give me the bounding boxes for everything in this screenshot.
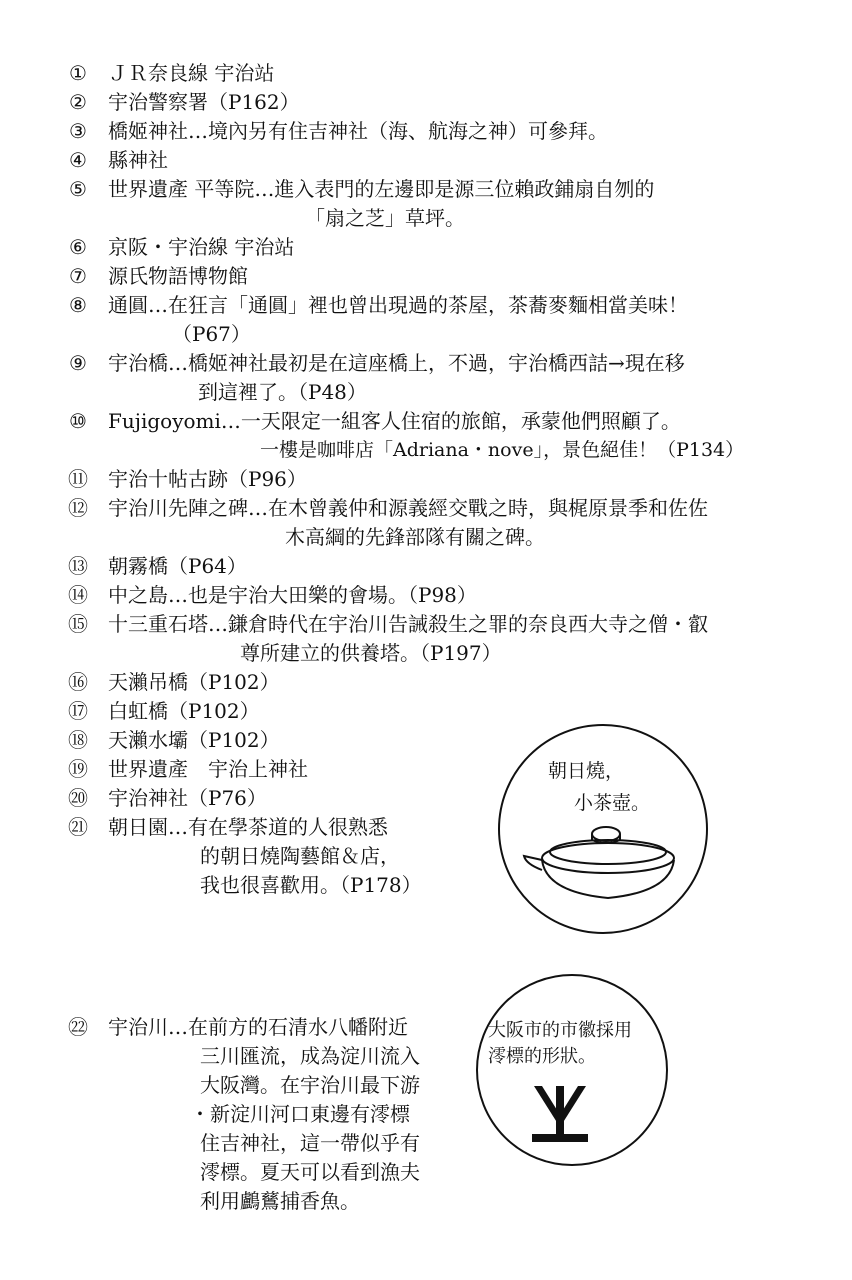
entry-number: ⑭: [68, 583, 88, 607]
entry-22-line: 大阪灣。在宇治川最下游: [200, 1073, 420, 1097]
entry-text: 宇治神社（P76）: [108, 786, 267, 810]
entry-number: ⑰: [68, 699, 88, 723]
entry-text: ＪＲ奈良線 宇治站: [108, 61, 275, 85]
entry-number: ⑫: [68, 496, 88, 520]
entry-number: ⑥: [69, 235, 87, 259]
entry-number: ⑦: [69, 264, 87, 288]
entry-number: ⑳: [68, 786, 88, 810]
entry-15-continuation: 尊所建立的供養塔。（P197）: [240, 641, 502, 665]
entry-22-line: 澪標。夏天可以看到漁夫: [200, 1160, 420, 1184]
entry-text: 宇治橋…橋姬神社最初是在這座橋上，不過，宇治橋西詰→現在移: [108, 351, 685, 375]
miotsukushi-emblem-icon: [528, 1080, 592, 1144]
entry-number: ⑩: [69, 409, 87, 433]
entry-text: 世界遺產 宇治上神社: [108, 757, 308, 781]
entry-number: ㉒: [68, 1015, 88, 1039]
entry-text: 天瀨水壩（P102）: [108, 728, 280, 752]
entry-22-line: 住吉神社，這一帶似乎有: [200, 1131, 420, 1155]
entry-text: 朝日園…有在學茶道的人很熟悉: [108, 815, 388, 839]
teapot-caption-line1: 朝日燒，: [548, 760, 625, 782]
entry-21-continuation: 的朝日燒陶藝館＆店，: [200, 844, 400, 868]
entry-number: ㉑: [68, 815, 88, 839]
entry-text: 宇治十帖古跡（P96）: [108, 467, 307, 491]
entry-text: 宇治川先陣之碑…在木曾義仲和源義經交戰之時，與梶原景季和佐佐: [108, 496, 708, 520]
entry-number: ④: [69, 148, 87, 172]
entry-21-continuation: 我也很喜歡用。（P178）: [200, 873, 422, 897]
entry-9-continuation: 到這裡了。（P48）: [198, 380, 367, 404]
entry-text: 天瀨吊橋（P102）: [108, 670, 280, 694]
entry-22-line: ・新淀川河口東邊有澪標: [190, 1102, 410, 1126]
entry-8-continuation: （P67）: [172, 322, 251, 346]
entry-text: 世界遺產 平等院…進入表門的左邊即是源三位賴政鋪扇自刎的: [108, 177, 655, 201]
entry-number: ①: [69, 61, 87, 85]
entry-text: 通圓…在狂言「通圓」裡也曾出現過的茶屋，茶蕎麥麵相當美味！: [108, 293, 688, 317]
entry-number: ⑲: [68, 757, 88, 781]
teapot-caption-line2: 小茶壺。: [574, 792, 651, 814]
entry-number: ⑨: [69, 351, 87, 375]
entry-text: 京阪・宇治線 宇治站: [108, 235, 295, 259]
entry-text: 中之島…也是宇治大田樂的會場。（P98）: [108, 583, 477, 607]
osaka-caption-line1: 大阪市的市徽採用: [488, 1020, 632, 1041]
entry-text: 宇治川…在前方的石清水八幡附近: [108, 1015, 408, 1039]
entry-text: 源氏物語博物館: [108, 264, 248, 288]
entry-12-continuation: 木高綱的先鋒部隊有關之碑。: [285, 525, 545, 549]
entry-10-continuation: 一樓是咖啡店「Adriana・nove」，景色絕佳！（P134）: [260, 439, 745, 461]
entry-number: ②: [69, 90, 87, 114]
entry-number: ⑮: [68, 612, 88, 636]
entry-number: ⑪: [68, 467, 88, 491]
entry-text: 縣神社: [108, 148, 168, 172]
entry-number: ⑬: [68, 554, 88, 578]
entry-5-continuation: 「扇之芝」草坪。: [305, 206, 465, 230]
entry-text: 宇治警察署（P162）: [108, 90, 300, 114]
entry-22-line: 三川匯流，成為淀川流入: [200, 1044, 420, 1068]
entry-text: 朝霧橋（P64）: [108, 554, 247, 578]
osaka-caption-line2: 澪標的形狀。: [488, 1046, 596, 1067]
entry-number: ⑯: [68, 670, 88, 694]
teapot-icon: [518, 820, 678, 905]
entry-text: 十三重石塔…鎌倉時代在宇治川告誡殺生之罪的奈良西大寺之僧・叡: [108, 612, 708, 636]
entry-number: ⑱: [68, 728, 88, 752]
entry-22-line: 利用鸕鶿捕香魚。: [200, 1189, 360, 1213]
entry-text: 白虹橋（P102）: [108, 699, 260, 723]
entry-text: Fujigoyomi…一天限定一組客人住宿的旅館，承蒙他們照顧了。: [108, 409, 681, 433]
entry-text: 橋姬神社…境內另有住吉神社（海、航海之神）可參拜。: [108, 119, 608, 143]
entry-number: ③: [69, 119, 87, 143]
entry-number: ⑤: [69, 177, 87, 201]
entry-number: ⑧: [69, 293, 87, 317]
